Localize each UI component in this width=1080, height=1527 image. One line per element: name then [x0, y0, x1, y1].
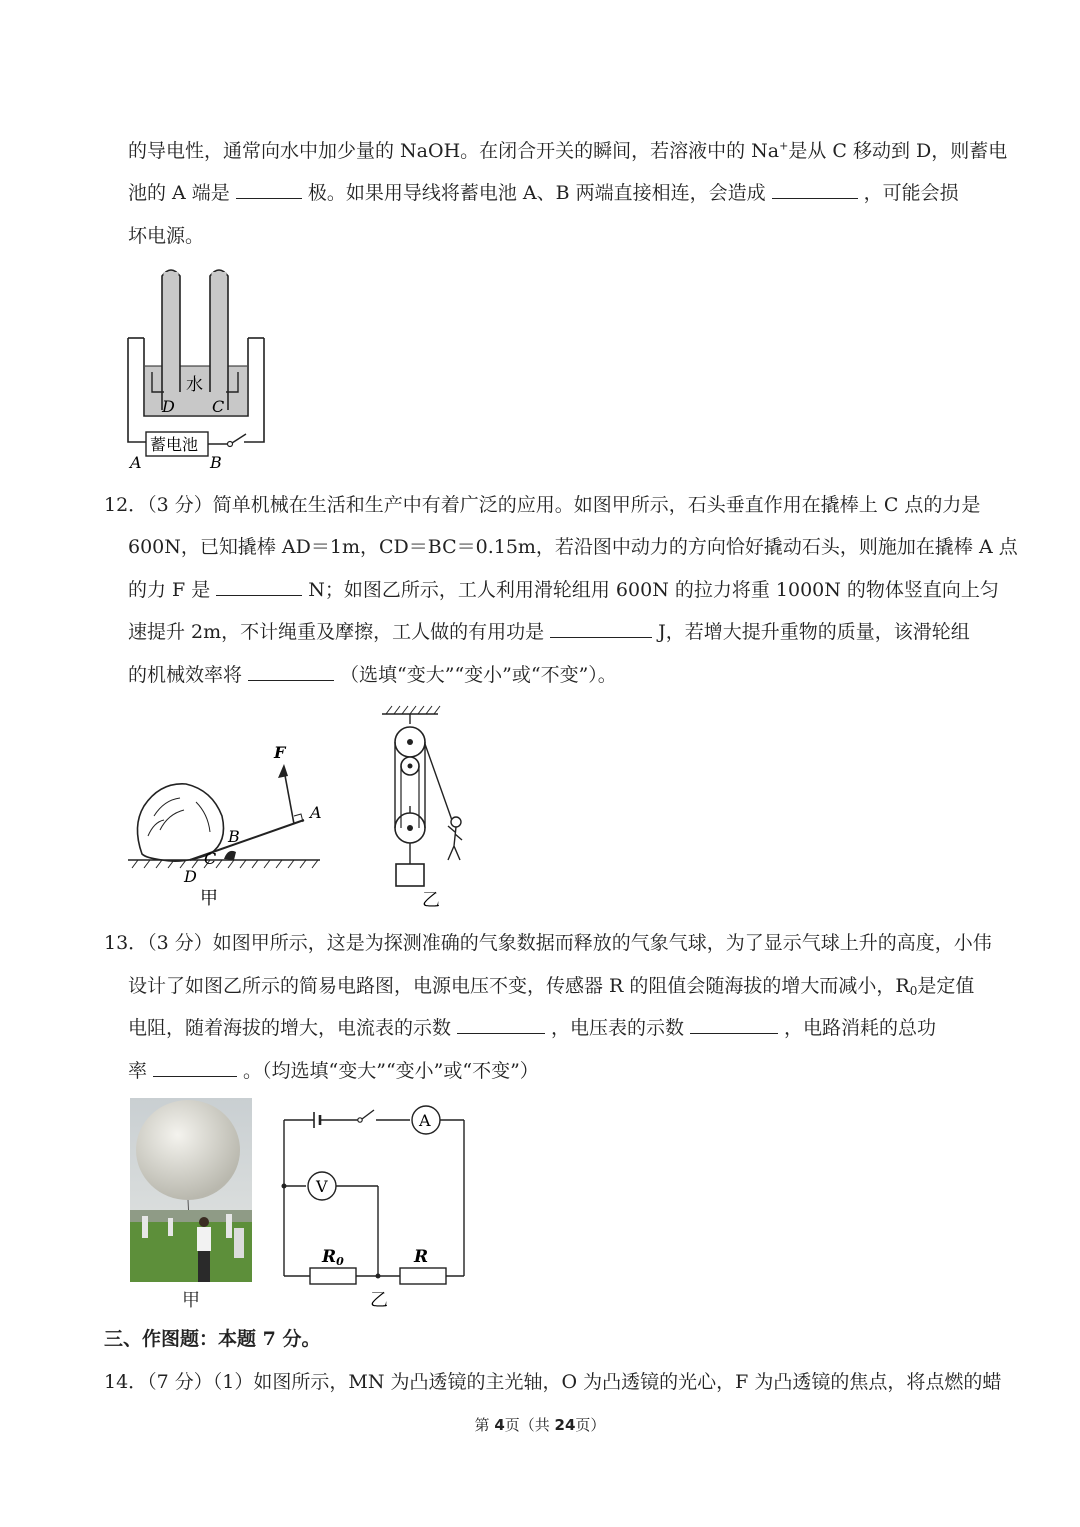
q12-line-5: 的机械效率将 （选填“变大”“变小”或“不变”）。 — [128, 664, 617, 686]
lever-figure — [124, 736, 330, 912]
caption-jia: 甲 — [182, 1290, 200, 1311]
answer-blank[interactable] — [772, 180, 858, 199]
label-d: D — [162, 397, 175, 416]
label-c: C — [212, 397, 225, 416]
q13-line-1: 13．（3 分）如图甲所示，这是为探测准确的气象数据而释放的气象气球，为了显示气球上升的高度，小伟 — [104, 932, 992, 954]
page-footer: 第 4页（共 24页） — [474, 1416, 606, 1434]
answer-blank[interactable] — [216, 577, 302, 596]
r-label: R — [414, 1247, 429, 1267]
answer-blank[interactable] — [236, 180, 302, 199]
answer-blank[interactable] — [153, 1058, 237, 1077]
answer-blank[interactable] — [690, 1015, 778, 1034]
q12-line-3: 的力 F 是 N；如图乙所示，工人利用滑轮组用 600N 的拉力将重 1000N 的物体竖直向上匀 — [128, 579, 999, 601]
label-a: A — [130, 453, 142, 472]
caption-yi: 乙 — [422, 890, 440, 911]
voltmeter-label: V — [316, 1177, 328, 1196]
caption-yi: 乙 — [370, 1290, 388, 1311]
label-b: B — [228, 827, 240, 846]
label-battery: 蓄电池 — [150, 435, 199, 454]
ammeter-label: A — [419, 1111, 431, 1130]
r0-label: R0 — [322, 1247, 344, 1268]
answer-blank[interactable] — [457, 1015, 545, 1034]
electrolysis-figure — [124, 262, 270, 474]
answer-blank[interactable] — [550, 619, 652, 638]
q11-line-3: 坏电源。 — [128, 225, 205, 247]
q12-line-1: 12．（3 分）简单机械在生活和生产中有着广泛的应用。如图甲所示，石头垂直作用在撬棒上 C 点的力是 — [104, 494, 981, 516]
label-water: 水 — [186, 375, 203, 395]
pulley-figure — [376, 700, 470, 912]
label-c: C — [204, 849, 217, 868]
answer-blank[interactable] — [248, 662, 334, 681]
q12-line-4: 速提升 2m，不计绳重及摩擦，工人做的有用功是 J，若增大提升重物的质量，该滑轮组 — [128, 621, 970, 643]
q13-line-3: 电阻，随着海拔的增大，电流表的示数 ，电压表的示数 ，电路消耗的总功 — [128, 1017, 937, 1039]
total-pages: 24 — [554, 1416, 576, 1434]
q13-line-4: 率 。（均选填“变大”“变小”或“不变”） — [128, 1060, 539, 1082]
q11-line-2: 池的 A 端是 极。如果用导线将蓄电池 A、B 两端直接相连，会造成 ，可能会损 — [128, 182, 959, 204]
section-heading: 三、作图题：本题 7 分。 — [104, 1328, 321, 1350]
caption-jia: 甲 — [200, 888, 218, 909]
label-d: D — [184, 867, 197, 886]
weather-balloon-photo — [130, 1098, 252, 1314]
label-f: F — [274, 743, 286, 762]
label-a: A — [310, 803, 322, 822]
q13-line-2: 设计了如图乙所示的简易电路图，电源电压不变，传感器 R 的阻值会随海拔的增大而减小，$R_0$是定值 — [128, 975, 975, 998]
q11-line-1: 的导电性，通常向水中加少量的 NaOH。在闭合开关的瞬间，若溶液中的 Na+是从 C 移动到 D，则蓄电 — [128, 139, 1008, 162]
page-number: 4 — [494, 1416, 505, 1434]
circuit-diagram — [276, 1098, 470, 1314]
q12-line-2: 600N，已知撬棒 AD＝1m，CD＝BC＝0.15m，若沿图中动力的方向恰好撬动石头，则施加在撬棒 A 点 — [128, 536, 1018, 558]
q14-line-1: 14．（7 分）（1）如图所示，MN 为凸透镜的主光轴，O 为凸透镜的光心，F 为凸透镜的焦点，将点燃的蜡 — [104, 1371, 1002, 1393]
label-b: B — [210, 453, 222, 472]
